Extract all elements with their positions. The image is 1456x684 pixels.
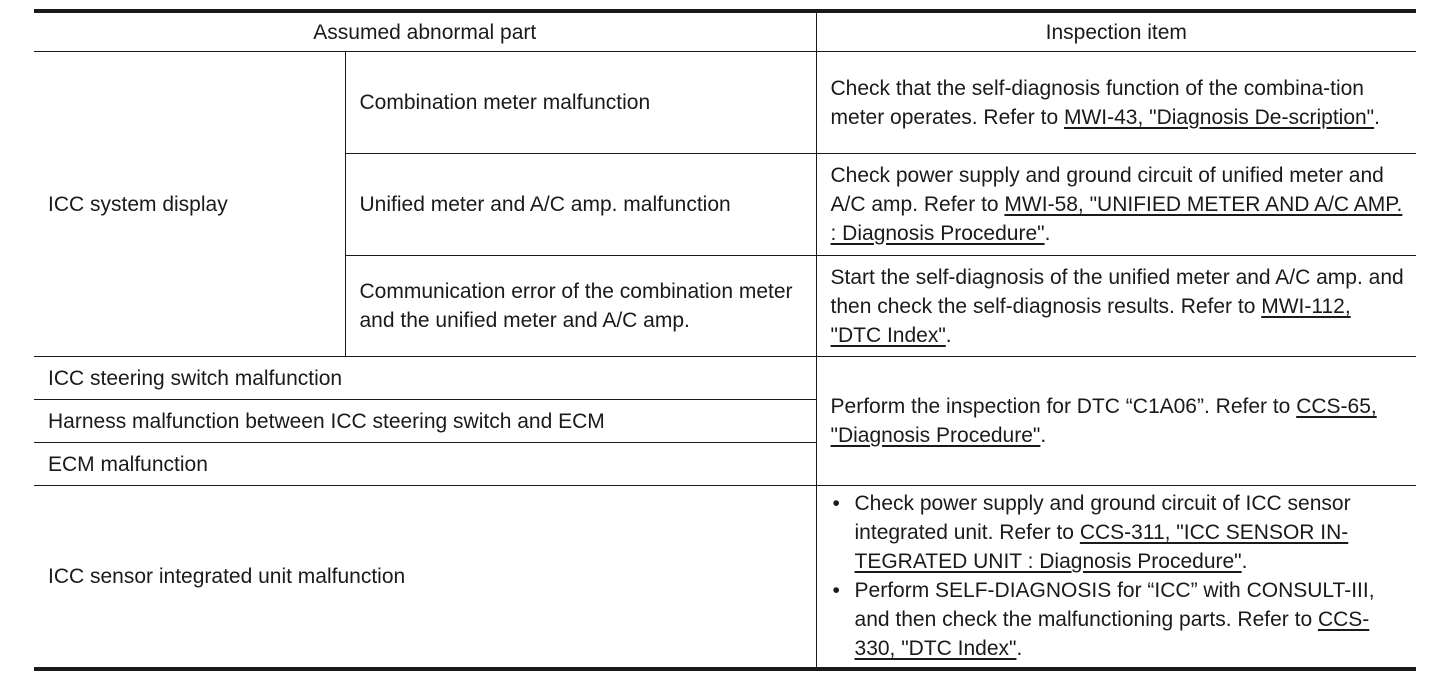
sensor-part-cell: ICC sensor integrated unit malfunction [34,486,816,669]
reference-link[interactable]: MWI-112, "DTC Index" [830,294,1351,347]
inspection-text-end: . [1374,105,1380,129]
bullet-item [831,576,1407,663]
diagnosis-table [34,9,1416,671]
inspection-cell [816,357,1416,486]
bullet-item [831,489,1407,576]
inspection-text-end: . [945,323,952,347]
inspection-cell [816,52,1416,154]
reference-link[interactable]: CCS-65, "Diagnosis Procedure" [830,395,1377,447]
inspection-text-end: . [1044,222,1051,245]
table-row [34,52,1416,154]
inspection-bullets [831,489,1407,663]
inspection-text: Perform the inspection for DTC “C1A06”. Refer to [830,395,1297,418]
inspection-cell [816,486,1416,669]
inspection-text-end: . [1241,550,1248,574]
reference-link[interactable]: MWI-58, "UNIFIED METER AND A/C AMP. : Diagnosis Procedure" [830,193,1403,245]
steering-part-cell: ICC steering switch malfunction [34,357,816,400]
part-cell: Communication error of the combination meter and the unified meter and A/C amp. [345,256,816,357]
table-row [34,357,1416,400]
inspection-text: Check that the self-diagnosis function of the combina-tion meter operates. Refer to [830,76,1364,129]
inspection-text-end: . [1040,424,1047,447]
inspection-text: Perform SELF-DIAGNOSIS for “ICC” with CONSULT-III, and then check the malfunctioning parts. Refer to [854,579,1375,632]
inspection-text: Check power supply and ground circuit of unified meter and A/C amp. Refer to [830,164,1384,216]
header-inspection: Inspection item [816,11,1416,52]
part-cell: Unified meter and A/C amp. malfunction [345,154,816,256]
reference-link[interactable]: CCS-330, "DTC Index" [854,608,1370,661]
harness-part-cell: Harness malfunction between ICC steering switch and ECM [34,400,816,443]
header-row [34,11,1416,52]
reference-link[interactable]: MWI-43, "Diagnosis De-scription" [1063,105,1375,129]
part-cell: Combination meter malfunction [345,52,816,154]
header-part: Assumed abnormal part [34,11,816,52]
reference-link[interactable]: CCS-311, "ICC SENSOR IN-TEGRATED UNIT : Diagnosis Procedure" [854,521,1349,574]
inspection-text: Check power supply and ground circuit of ICC sensor integrated unit. Refer to [854,492,1351,545]
table-row [34,486,1416,669]
icc-display-label: ICC system display [34,52,345,357]
inspection-cell [816,154,1416,256]
inspection-text: Start the self-diagnosis of the unified meter and A/C amp. and then check the self-diagnosis results. Refer to [830,265,1404,318]
ecm-part-cell: ECM malfunction [34,443,816,486]
inspection-cell [816,256,1416,357]
inspection-text-end: . [1016,637,1023,661]
